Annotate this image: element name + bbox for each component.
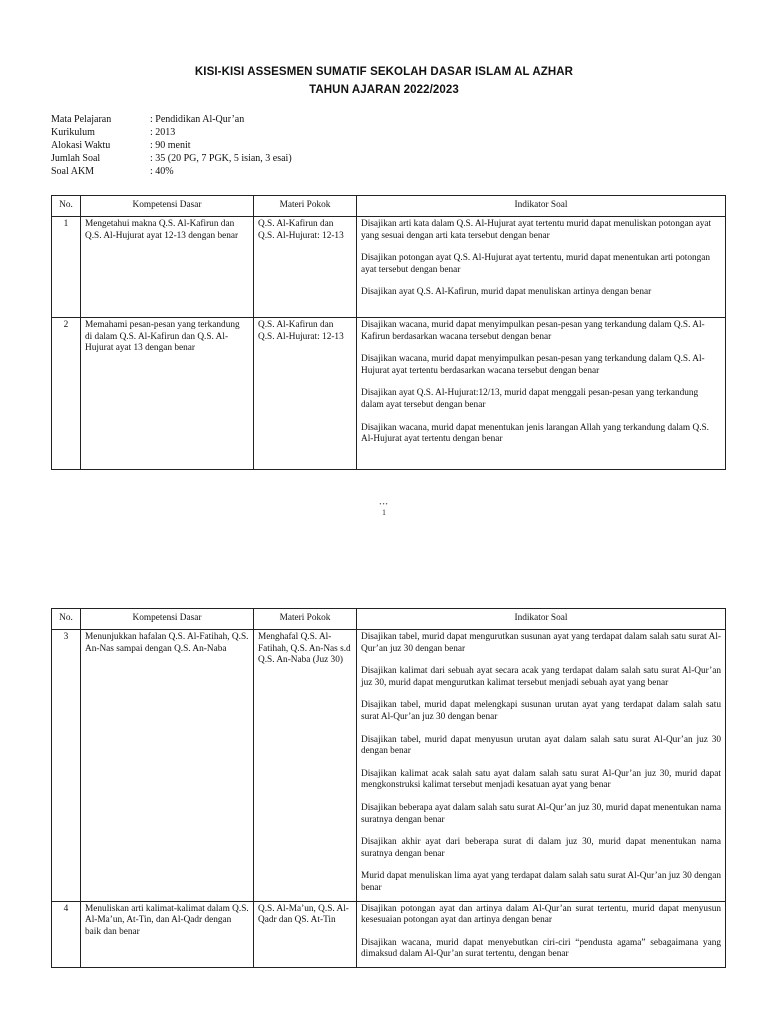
column-header-indikator: Indikator Soal — [357, 196, 726, 217]
indikator-item: Disajikan wacana, murid dapat menyebutkan ciri-ciri “pendusta agama” sebagaimana yang dimaksud dalam Al-Qur’an surat tertentu, dengan benar — [361, 937, 721, 960]
meta-block — [51, 113, 292, 178]
table-row — [52, 217, 726, 318]
meta-row-curriculum — [51, 126, 292, 139]
meta-row-subject — [51, 113, 292, 126]
indikator-item: Disajikan wacana, murid dapat menyimpulkan pesan-pesan yang terkandung dalam Q.S. Al-Kafirun berdasarkan wacana tersebut dengan benar — [361, 320, 705, 342]
meta-value: : 40% — [150, 166, 174, 177]
meta-label: Soal AKM — [51, 166, 95, 177]
meta-label: Kurikulum — [51, 127, 95, 138]
indikator-item: Murid dapat menuliskan lima ayat yang terdapat dalam salah satu surat Al-Qur’an juz 30 dengan benar — [361, 871, 721, 893]
document-title: KISI-KISI ASSESMEN SUMATIF SEKOLAH DASAR ISLAM AL AZHAR — [194, 66, 574, 78]
column-header-materi: Materi Pokok — [254, 196, 357, 217]
kompetensi-dasar: Menunjukkan hafalan Q.S. Al-Fatihah, Q.S. An-Nas sampai dengan Q.S. An-Naba — [81, 630, 254, 902]
indikator-item: Disajikan kalimat acak salah satu ayat dalam salah satu surat Al-Qur’an juz 30, murid dapat mengkonstruksi kalimat tersebut menjadi kesatuan ayat yang benar — [361, 768, 721, 791]
kompetensi-dasar: Mengetahui makna Q.S. Al-Kafirun dan Q.S. Al-Hujurat ayat 12-13 dengan benar — [81, 217, 254, 318]
column-header-kd: Kompetensi Dasar — [81, 609, 254, 630]
meta-row-question-count — [51, 152, 292, 165]
indikator-item: Disajikan wacana, murid dapat menyimpulkan pesan-pesan yang terkandung dalam Q.S. Al-Hujurat ayat tertentu berdasarkan wacana tersebut dengan benar — [361, 354, 705, 376]
indikator-soal — [357, 318, 726, 470]
table-row — [52, 901, 726, 967]
document-subtitle: TAHUN AJARAN 2022/2023 — [309, 84, 459, 96]
indikator-item: Disajikan kalimat dari sebuah ayat secara acak yang terdapat dalam salah satu surat Al-Qur’an juz 30, murid dapat mengurutkan kalimat tersebut menjadi sebuah ayat yang benar — [361, 666, 721, 688]
meta-row-time — [51, 139, 292, 152]
materi-pokok: Q.S. Al-Kafirun dan Q.S. Al-Hujurat: 12-13 — [254, 318, 357, 470]
page-number-dots-icon: ••• — [379, 502, 389, 508]
indikator-item: Disajikan potongan ayat Q.S. Al-Hujurat ayat tertentu, murid dapat menentukan arti potongan ayat tersebut dengan benar — [361, 253, 711, 275]
column-header-kd: Kompetensi Dasar — [81, 196, 254, 217]
table-row — [52, 630, 726, 902]
row-number: 4 — [52, 901, 81, 967]
meta-value: : Pendidikan Al-Qur’an — [150, 114, 245, 125]
indikator-item: Disajikan wacana, murid dapat menentukan jenis larangan Allah yang terkandung dalam Q.S. Al-Hujurat ayat tertentu dengan benar — [361, 422, 710, 445]
kompetensi-dasar: Menuliskan arti kalimat-kalimat dalam Q.S. Al-Ma’un, At-Tin, dan Al-Qadr dengan baik dan benar — [81, 901, 254, 967]
grid-table-page-1 — [51, 195, 726, 470]
meta-value: : 35 (20 PG, 7 PGK, 5 isian, 3 esai) — [150, 153, 292, 164]
indikator-item: Disajikan tabel, murid dapat menyusun urutan ayat dalam salah satu surat Al-Qur’an juz 30 dengan benar — [361, 734, 721, 757]
column-header-indikator: Indikator Soal — [357, 609, 726, 630]
indikator-item: Disajikan ayat Q.S. Al-Hujurat:12/13, murid dapat menggali pesan-pesan yang terkandung dalam ayat tersebut dengan benar — [361, 388, 699, 410]
indikator-item: Disajikan tabel, murid dapat mengurutkan susunan ayat yang terdapat dalam salah satu surat Al-Qur’an juz 30 dengan benar — [361, 632, 721, 654]
table-row — [52, 318, 726, 470]
row-number: 3 — [52, 630, 81, 902]
row-number: 1 — [52, 217, 81, 318]
table-header-row — [52, 609, 726, 630]
table-header-row — [52, 196, 726, 217]
indikator-item: Disajikan arti kata dalam Q.S. Al-Hujurat ayat tertentu murid dapat menuliskan potongan ayat yang sesuai dengan arti kata tersebut dengan benar — [361, 219, 712, 241]
materi-pokok: Menghafal Q.S. Al-Fatihah, Q.S. An-Nas s.d Q.S. An-Naba (Juz 30) — [254, 630, 357, 902]
page-number — [376, 501, 392, 517]
indikator-item: Disajikan beberapa ayat dalam salah satu surat Al-Qur’an juz 30, murid dapat menentukan nama suratnya dengan benar — [361, 802, 721, 825]
page-number-value: 1 — [382, 508, 386, 517]
indikator-item: Disajikan akhir ayat dari beberapa surat di dalam juz 30, murid dapat menentukan nama suratnya dengan benar — [361, 837, 721, 859]
column-header-no: No. — [52, 609, 81, 630]
indikator-soal — [357, 901, 726, 967]
column-header-materi: Materi Pokok — [254, 609, 357, 630]
indikator-soal — [357, 630, 726, 902]
column-header-no: No. — [52, 196, 81, 217]
materi-pokok: Q.S. Al-Ma’un, Q.S. Al-Qadr dan QS. At-Tin — [254, 901, 357, 967]
materi-pokok: Q.S. Al-Kafirun dan Q.S. Al-Hujurat: 12-13 — [254, 217, 357, 318]
meta-row-akm — [51, 165, 292, 178]
indikator-item: Disajikan ayat Q.S. Al-Kafirun, murid dapat menuliskan artinya dengan benar — [361, 287, 652, 298]
meta-value: : 90 menit — [150, 140, 191, 151]
grid-table-page-2 — [51, 608, 726, 968]
meta-label: Mata Pelajaran — [51, 114, 112, 125]
kompetensi-dasar: Memahami pesan-pesan yang terkandung di dalam Q.S. Al-Kafirun dan Q.S. Al- Hujurat ayat 13 dengan benar — [81, 318, 254, 470]
row-number: 2 — [52, 318, 81, 470]
indikator-soal — [357, 217, 726, 318]
indikator-item: Disajikan potongan ayat dan artinya dalam Al-Qur’an surat tertentu, murid dapat menyusun kesesuaian potongan ayat dan artinya dengan benar — [361, 903, 721, 926]
meta-label: Jumlah Soal — [51, 153, 101, 164]
indikator-item: Disajikan tabel, murid dapat melengkapi susunan urutan ayat yang terdapat dalam salah satu surat Al-Qur’an juz 30 dengan benar — [361, 700, 721, 722]
meta-label: Alokasi Waktu — [51, 140, 111, 151]
meta-value: : 2013 — [150, 127, 176, 138]
